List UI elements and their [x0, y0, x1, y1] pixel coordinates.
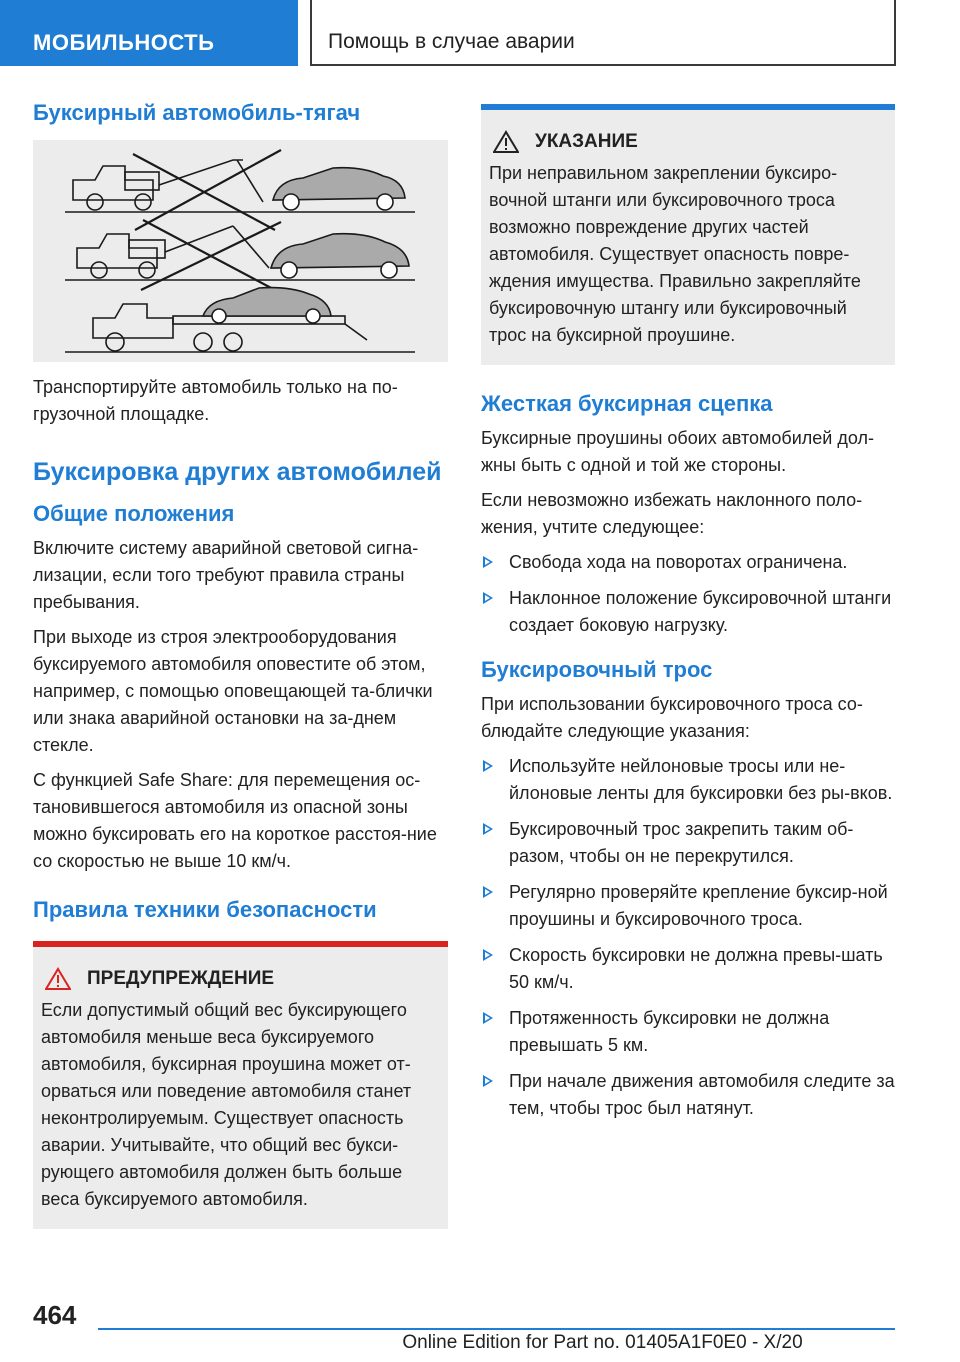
bullet-triangle-icon	[483, 886, 493, 898]
list-item: Регулярно проверяйте крепление буксир-ной проушины и буксировочного троса.	[481, 879, 895, 933]
rigid-paragraph-1: Буксирные проушины обоих автомобилей дол-жны быть с одной и той же стороны.	[481, 428, 874, 475]
note-title: УКАЗАНИЕ	[535, 131, 638, 152]
right-column	[481, 104, 895, 1131]
rigid-paragraph-2: Если невозможно избежать наклонного поло-жения, учтите следующее:	[481, 490, 863, 537]
general-paragraph-2: При выходе из строя электрооборудования буксируемого автомобиля оповестите об этом, например, с помощью оповещающей та-блички или знака аварийной остановки на за-днем стекле.	[33, 627, 433, 755]
bullet-triangle-icon	[483, 823, 493, 835]
general-paragraph-1: Включите систему аварийной световой сигна-лизации, если того требуют правила страны пребывания.	[33, 538, 419, 612]
note-title-row	[489, 130, 887, 154]
warning-text: Если допустимый общий вес буксирующего автомобиля меньше веса буксируемого автомобиля, буксирная проушина может от-орваться или поведение автомобиля станет неконтролируемым. Существует опасность аварии. Учитывайте, что общий вес букси-рующего автомобиля должен быть больше веса буксируемого автомобиля.	[41, 1000, 412, 1209]
tow-truck-illustration	[33, 140, 448, 362]
list-item: Свобода хода на поворотах ограничена.	[481, 549, 895, 576]
edition-text: Online Edition for Part no. 01405A1F0E0 - X/20	[402, 1332, 803, 1353]
list-item: Скорость буксировки не должна превы-шать 50 км/ч.	[481, 942, 895, 996]
bullet-triangle-icon	[483, 760, 493, 772]
general-paragraph-3: С функцией Safe Share: для перемещения ос-тановившегося автомобиля из опасной зоны можно буксировать его на короткое расстоя-ние со скоростью не выше 10 км/ч.	[33, 770, 437, 871]
list-item: Протяженность буксировки не должна превышать 5 км.	[481, 1005, 895, 1059]
bullet-triangle-icon	[483, 592, 493, 604]
note-text: При неправильном закреплении буксиро-вочной штанги или буксировочного троса возможно повреждение других частей автомобиля. Существует опасность повре-ждения имущества. Правильно закрепляйте буксировочную штангу или буксировочный трос на буксирной проушине.	[489, 163, 861, 345]
tow-rope-heading: Буксировочный трос	[481, 657, 713, 682]
left-column	[33, 100, 448, 1229]
rope-paragraph-1: При использовании буксировочного троса со-блюдайте следующие указания:	[481, 694, 863, 741]
warning-title-row	[41, 967, 440, 991]
bullet-triangle-icon	[483, 556, 493, 568]
rigid-bullet-list	[481, 549, 895, 639]
note-box	[481, 104, 895, 365]
caution-triangle-icon	[493, 130, 519, 154]
safety-heading: Правила техники безопасности	[33, 897, 377, 922]
general-heading: Общие положения	[33, 501, 235, 526]
list-item: При начале движения автомобиля следите за тем, чтобы трос был натянут.	[481, 1068, 895, 1122]
bullet-triangle-icon	[483, 1075, 493, 1087]
list-item: Используйте нейлоновые тросы или не-йлоновые ленты для буксировки без ры-вков.	[481, 753, 895, 807]
towing-others-heading: Буксировка других автомобилей	[33, 458, 442, 486]
section-tab: МОБИЛЬНОСТЬ	[0, 0, 298, 66]
rope-bullet-list	[481, 753, 895, 1122]
tow-truck-heading: Буксирный автомобиль-тягач	[33, 100, 361, 125]
warning-title: ПРЕДУПРЕЖДЕНИЕ	[87, 968, 275, 989]
list-item: Буксировочный трос закрепить таким об-разом, чтобы он не перекрутился.	[481, 816, 895, 870]
bullet-triangle-icon	[483, 1012, 493, 1024]
tow-truck-drawing	[33, 140, 448, 362]
page-header	[0, 0, 960, 66]
chapter-title: Помощь в случае аварии	[312, 0, 896, 66]
warning-triangle-icon	[45, 967, 71, 991]
page-number: 464	[33, 1300, 77, 1330]
list-item: Наклонное положение буксировочной штанги создает боковую нагрузку.	[481, 585, 895, 639]
bullet-triangle-icon	[483, 949, 493, 961]
figure-caption: Транспортируйте автомобиль только на по-грузочной площадке.	[33, 377, 398, 424]
footer-rule	[98, 1328, 895, 1330]
rigid-towbar-heading: Жесткая буксирная сцепка	[481, 391, 773, 416]
warning-box	[33, 941, 448, 1229]
